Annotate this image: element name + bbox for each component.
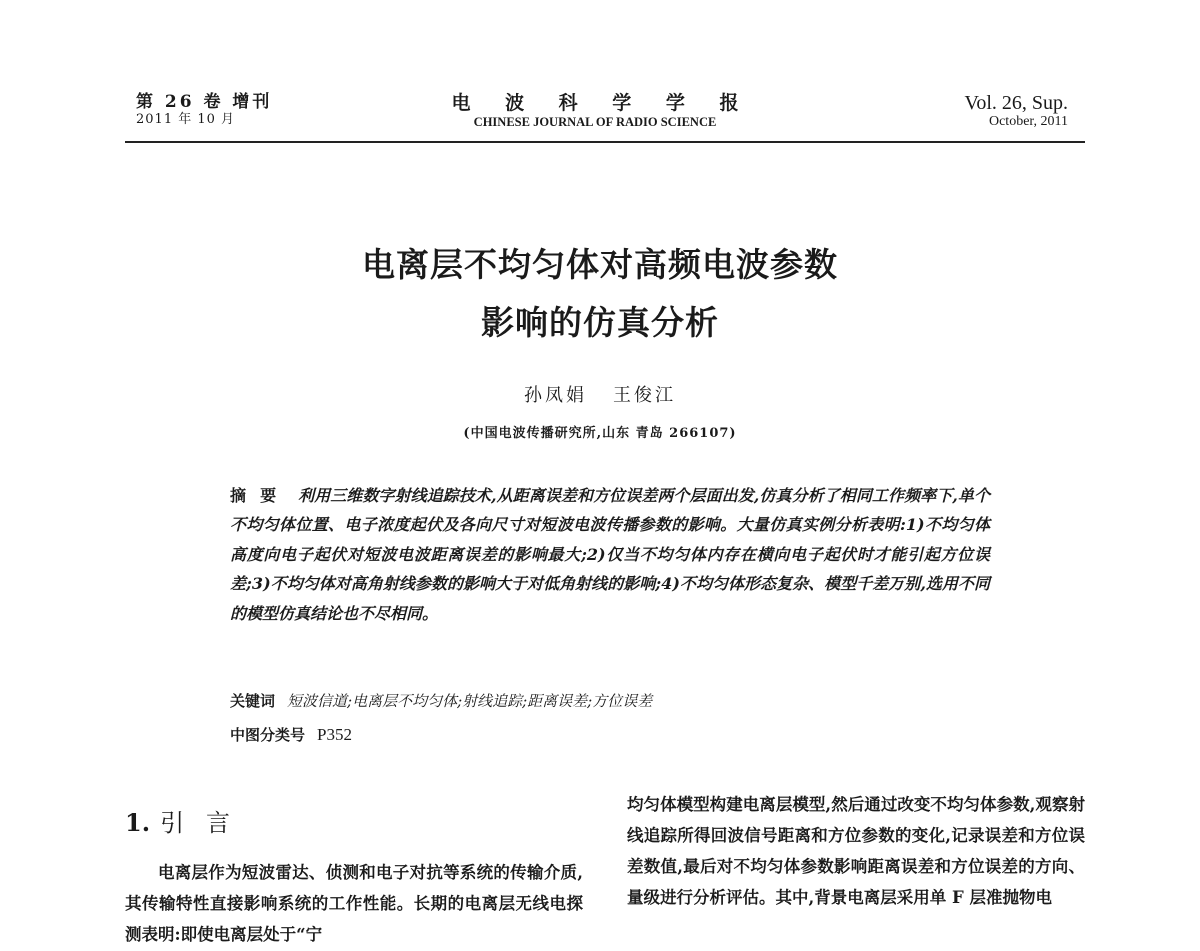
author-list bbox=[300, 384, 900, 408]
body-column-right: 均匀体模型构建电离层模型,然后通过改变不均匀体参数,观察射线追踪所得回波信号距离和方位参数的变化,记录误差和方位误差数值,最后对不均匀体参数影响距离误差和方位误差的方向、量级进行分析评估。其中,背景电离层采用单 F 层准抛物电 bbox=[627, 795, 1085, 907]
keywords-text: 短波信道;电离层不均匀体;射线追踪;距离误差;方位误差 bbox=[287, 692, 653, 710]
abstract-label: 摘要 bbox=[230, 486, 291, 505]
keywords bbox=[230, 688, 990, 714]
section-number: 1. bbox=[125, 808, 151, 837]
journal-name-en: CHINESE JOURNAL OF RADIO SCIENCE bbox=[473, 115, 717, 129]
classification-number bbox=[230, 722, 990, 748]
header-journal-block bbox=[400, 92, 790, 130]
header-volume-zh: 第 26 卷 增刊 bbox=[136, 92, 273, 112]
clc-label: 中图分类号 bbox=[230, 726, 306, 744]
header-rule bbox=[125, 141, 1085, 143]
section-heading-introduction bbox=[125, 808, 252, 838]
keywords-label: 关键词 bbox=[230, 692, 276, 710]
affiliation: (中国电波传播研究所,山东 青岛 266107) bbox=[463, 426, 737, 441]
body-column-left: 电离层作为短波雷达、侦测和电子对抗等系统的传输介质,其传输特性直接影响系统的工作性能。长期的电离层无线电探测表明:即使电离层处于“宁 bbox=[125, 863, 583, 944]
header-volume-en-block bbox=[828, 92, 1068, 130]
abstract-text: 利用三维数字射线追踪技术,从距离误差和方位误差两个层面出发,仿真分析了相同工作频率下,单个不均匀体位置、电子浓度起伏及各向尺寸对短波电波传播参数的影响。大量仿真实例分析表明:1)不均匀体高度向电子起伏对短波电波距离误差的影响最大;2)仅当不均匀体内存在横向电子起伏时才能引起方位误差;3)不均匀体对高角射线参数的影响大于对低角射线的影响;4)不均匀体形态复杂、模型千差万别,选用不同的模型仿真结论也不尽相同。 bbox=[230, 486, 990, 623]
header-volume-en: Vol. 26, Sup. bbox=[964, 92, 1068, 114]
author-1: 孙凤娟 bbox=[524, 385, 587, 406]
header-date-en: October, 2011 bbox=[988, 114, 1068, 129]
title-line-1: 电离层不均匀体对高频电波参数 bbox=[362, 245, 838, 284]
title-line-2: 影响的仿真分析 bbox=[481, 303, 719, 342]
header-date-zh: 2011 年 10 月 bbox=[136, 112, 236, 127]
section-title: 引言 bbox=[160, 809, 253, 837]
author-2: 王俊江 bbox=[613, 385, 676, 406]
clc-value: P352 bbox=[317, 725, 352, 744]
header-volume-block bbox=[136, 92, 336, 128]
abstract bbox=[230, 481, 990, 628]
journal-name-zh: 电 波 科 学 学 报 bbox=[451, 92, 753, 114]
paper-title bbox=[100, 236, 1100, 352]
